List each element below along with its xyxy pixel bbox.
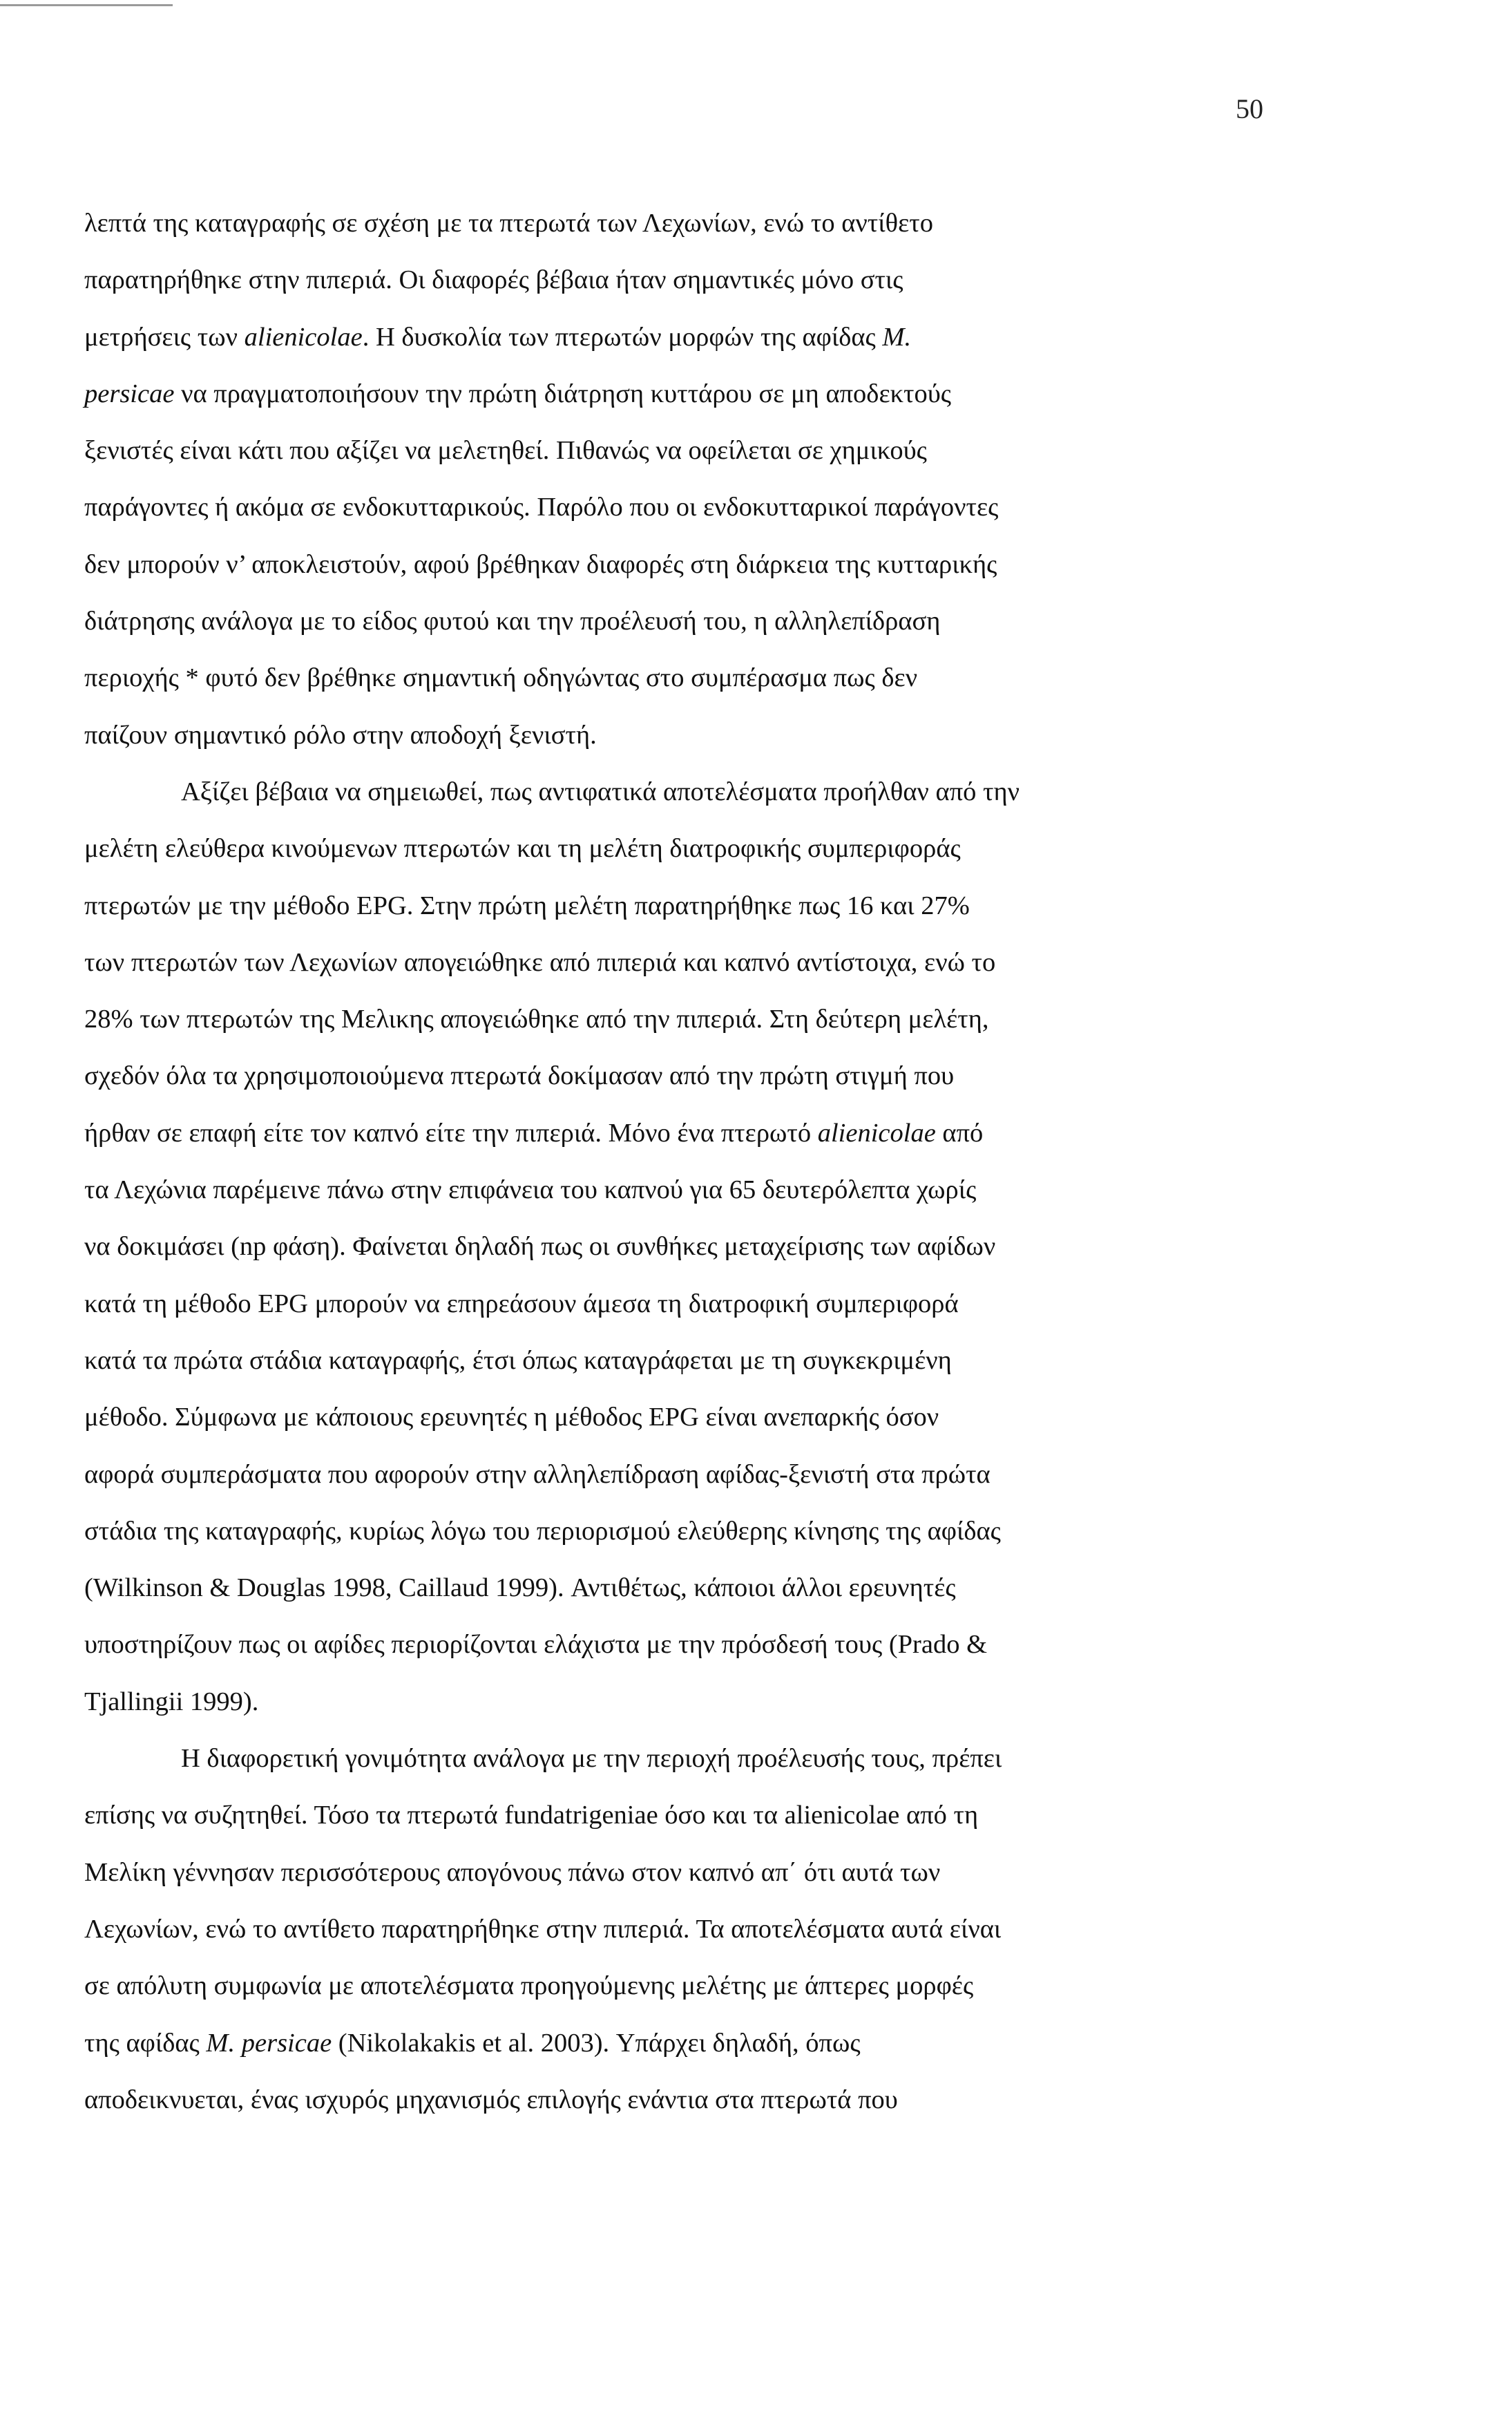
text-line: των πτερωτών των Λεχωνίων απογειώθηκε από πιπεριά και καπνό αντίστοιχα, ενώ το — [84, 947, 996, 977]
text-line: της αφίδας M. persicae (Nikolakakis et al. 2003). Υπάρχει δηλαδή, όπως — [84, 2028, 861, 2058]
italic-term: alienicolae — [817, 1118, 936, 1148]
text-line: Tjallingii 1999). — [84, 1687, 259, 1716]
text-line: Η διαφορετική γονιμότητα ανάλογα με την περιοχή προέλευσής τους, πρέπει — [181, 1744, 1002, 1774]
italic-term: M. — [882, 322, 912, 352]
text-line: επίσης να συζητηθεί. Τόσο τα πτερωτά fundatrigeniae όσο και τα alienicolae από τη — [84, 1801, 979, 1830]
text-line: κατά τη μέθοδο EPG μπορούν να επηρεάσουν άμεσα τη διατροφική συμπεριφορά — [84, 1289, 959, 1318]
text-line: να δοκιμάσει (np φάση). Φαίνεται δηλαδή πως οι συνθήκες μεταχείρισης των αφίδων — [84, 1232, 996, 1262]
text-line: μετρήσεις των alienicolae. Η δυσκολία των πτερωτών μορφών της αφίδας M. — [84, 322, 912, 352]
italic-term: alienicolae — [244, 322, 363, 352]
text-line: persicae να πραγματοποιήσουν την πρώτη διάτρηση κυττάρου σε μη αποδεκτούς — [84, 379, 952, 408]
text-line: ξενιστές είναι κάτι που αξίζει να μελετηθεί. Πιθανώς να οφείλεται σε χημικούς — [84, 436, 927, 466]
text-line: σε απόλυτη συμφωνία με αποτελέσματα προηγούμενης μελέτης με άπτερες μορφές — [84, 1971, 974, 2001]
text-line: Λεχωνίων, ενώ το αντίθετο παρατηρήθηκε στην πιπεριά. Τα αποτελέσματα αυτά είναι — [84, 1914, 1002, 1944]
page-number: 50 — [1236, 93, 1263, 124]
text-line: τα Λεχώνια παρέμεινε πάνω στην επιφάνεια του καπνού για 65 δευτερόλεπτα χωρίς — [84, 1175, 977, 1205]
text-line: Αξίζει βέβαια να σημειωθεί, πως αντιφατικά αποτελέσματα προήλθαν από την — [181, 777, 1020, 806]
italic-term: M. persicae — [206, 2028, 332, 2058]
text-line: Μελίκη γέννησαν περισσότερους απογόνους πάνω στον καπνό απ΄ ότι αυτά των — [84, 1857, 941, 1887]
text-line: μέθοδο. Σύμφωνα με κάποιους ερευνητές η μέθοδος EPG είναι ανεπαρκής όσον — [84, 1403, 939, 1432]
text-line: κατά τα πρώτα στάδια καταγραφής, έτσι όπως καταγράφεται με τη συγκεκριμένη — [84, 1345, 952, 1375]
text-line: λεπτά της καταγραφής σε σχέση με τα πτερωτά των Λεχωνίων, ενώ το αντίθετο — [84, 209, 933, 238]
paragraph-2 — [84, 763, 1262, 1730]
text-line: ήρθαν σε επαφή είτε τον καπνό είτε την πιπεριά. Μόνο ένα πτερωτό alienicolae από — [84, 1118, 984, 1148]
text-line: στάδια της καταγραφής, κυρίως λόγω του περιορισμού ελεύθερης κίνησης της αφίδας — [84, 1516, 1001, 1546]
text-line: αποδεικνυεται, ένας ισχυρός μηχανισμός επιλογής ενάντια στα πτερωτά που — [84, 2085, 898, 2114]
text-line: δεν μπορούν ν’ αποκλειστούν, αφού βρέθηκαν διαφορές στη διάρκεια της κυτταρικής — [84, 549, 997, 579]
paragraph-1 — [84, 195, 1262, 763]
body-text — [84, 195, 1262, 2128]
text-line: πτερωτών με την μέθοδο EPG. Στην πρώτη μελέτη παρατηρήθηκε πως 16 και 27% — [84, 891, 970, 920]
text-line: σχεδόν όλα τα χρησιμοποιούμενα πτερωτά δοκίμασαν από την πρώτη στιγμή που — [84, 1061, 955, 1091]
top-scan-rule — [0, 4, 173, 6]
text-line: αφορά συμπεράσματα που αφορούν στην αλληλεπίδραση αφίδας-ξενιστή στα πρώτα — [84, 1459, 991, 1489]
text-line: περιοχής * φυτό δεν βρέθηκε σημαντική οδηγώντας στο συμπέρασμα πως δεν — [84, 663, 918, 693]
text-line: υποστηρίζουν πως οι αφίδες περιορίζονται ελάχιστα με την πρόσδεσή τους (Prado & — [84, 1630, 988, 1660]
text-line: διάτρησης ανάλογα με το είδος φυτού και την προέλευσή του, η αλληλεπίδραση — [84, 607, 941, 636]
text-line: παρατηρήθηκε στην πιπεριά. Οι διαφορές βέβαια ήταν σημαντικές μόνο στις — [84, 265, 903, 295]
paragraph-3 — [84, 1730, 1262, 2128]
text-line: παίζουν σημαντικό ρόλο στην αποδοχή ξενιστή. — [84, 720, 597, 750]
text-line: (Wilkinson & Douglas 1998, Caillaud 1999). Αντιθέτως, κάποιοι άλλοι ερευνητές — [84, 1573, 956, 1603]
text-line: 28% των πτερωτών της Μελικης απογειώθηκε από την πιπεριά. Στη δεύτερη μελέτη, — [84, 1005, 989, 1034]
text-line: παράγοντες ή ακόμα σε ενδοκυτταρικούς. Παρόλο που οι ενδοκυτταρικοί παράγοντες — [84, 493, 999, 522]
text-line: μελέτη ελεύθερα κινούμενων πτερωτών και τη μελέτη διατροφικής συμπεριφοράς — [84, 834, 961, 864]
italic-term: persicae — [84, 379, 175, 408]
